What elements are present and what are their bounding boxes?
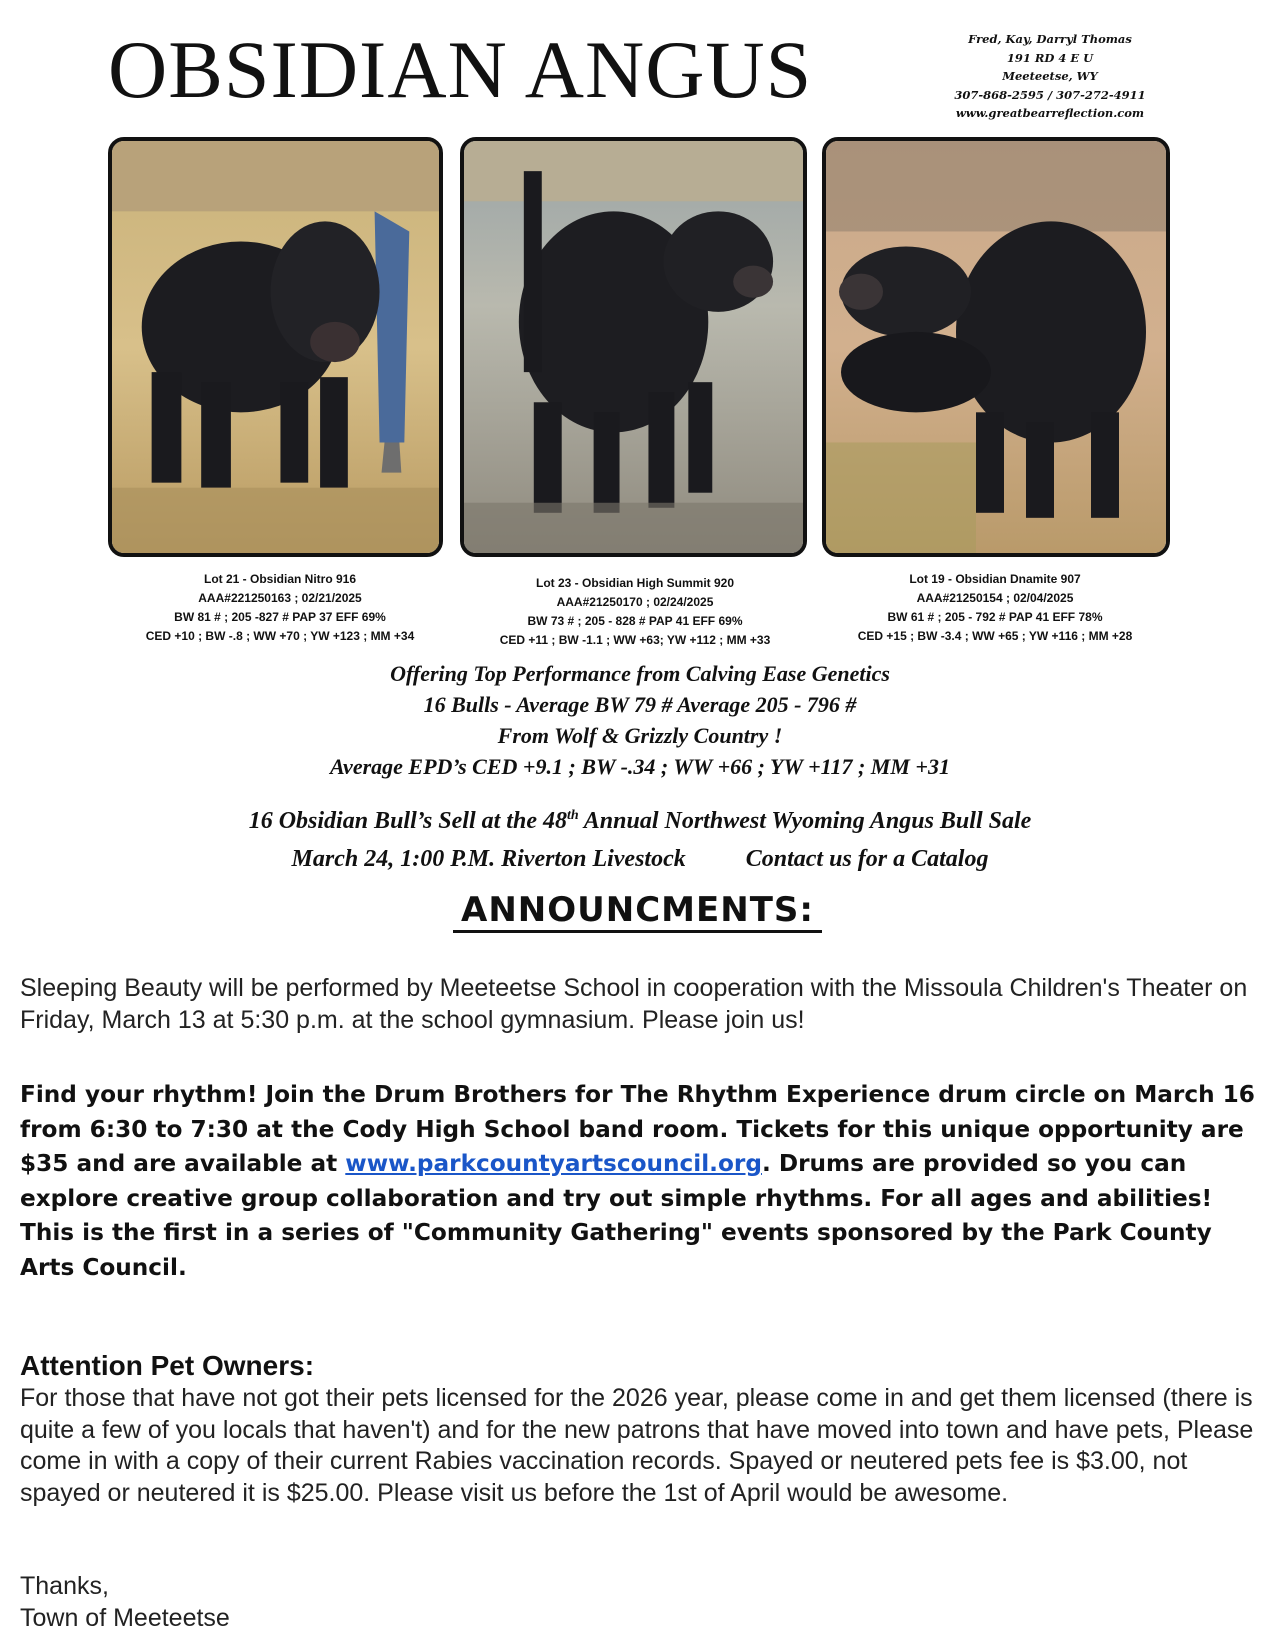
sale-ordinal-suffix: th bbox=[566, 808, 579, 823]
contact-website: www.greatbearreflection.com bbox=[955, 106, 1145, 120]
lot-epd: CED +10 ; BW -.8 ; WW +70 ; YW +123 ; MM +34 bbox=[145, 629, 415, 643]
thanks-text: Thanks, bbox=[20, 1572, 109, 1600]
sale-date-location: March 24, 1:00 P.M. Riverton Livestock bbox=[291, 846, 686, 872]
sale-line-1 bbox=[180, 797, 1100, 840]
lot-title: Lot 23 - Obsidian High Summit 920 bbox=[535, 576, 735, 590]
sale-line-2 bbox=[180, 840, 1100, 878]
pet-license-announcement: For those that have not got their pets licensed for the 2026 year, please come in and get them licensed (there is quite a few of you locals that haven't) and for the new patrons that have moved into town and have pets, Please come in with a copy of their current Rabies vaccination records. Spayed or neutered pets fee is $3.00, not spayed or neutered it is $25.00. Please visit us before the 1st of April would be awesome. bbox=[20, 1384, 1254, 1507]
contact-names: Fred, Kay, Darryl Thomas bbox=[968, 32, 1132, 46]
lot-title: Lot 19 - Obsidian Dnamite 907 bbox=[909, 572, 1081, 586]
sleeping-beauty-announcement: Sleeping Beauty will be performed by Meeteetse School in cooperation with the Missoula Children's Theater on Friday, March 13 at 5:30 p.m. at the school gymnasium. Please join us! bbox=[20, 974, 1248, 1034]
offering-line: 16 Bulls - Average BW 79 # Average 205 - 796 # bbox=[423, 692, 857, 717]
contact-city: Meeteetse, WY bbox=[1002, 69, 1098, 83]
lot-registration: AAA#221250163 ; 02/21/2025 bbox=[198, 591, 362, 605]
drum-circle-announcement bbox=[20, 1078, 1255, 1285]
offering-line: From Wolf & Grizzly Country ! bbox=[497, 723, 783, 748]
bull-photo-lot-21 bbox=[108, 137, 443, 557]
lot-caption-23 bbox=[455, 574, 815, 650]
sale-line-1-post: Annual Northwest Wyoming Angus Bull Sale bbox=[578, 808, 1032, 834]
contact-phone: 307-868-2595 / 307-272-4911 bbox=[954, 87, 1146, 102]
offering-block bbox=[180, 658, 1100, 782]
catalog-contact: Contact us for a Catalog bbox=[745, 846, 989, 872]
lot-registration: AAA#21250170 ; 02/24/2025 bbox=[556, 595, 714, 609]
lot-weights: BW 81 # ; 205 -827 # PAP 37 EFF 69% bbox=[174, 610, 386, 624]
contact-address: 191 RD 4 E U bbox=[1006, 50, 1094, 65]
pet-owners-heading: Attention Pet Owners: bbox=[20, 1350, 315, 1381]
lot-epd: CED +11 ; BW -1.1 ; WW +63; YW +112 ; MM +33 bbox=[499, 633, 771, 647]
drum-text-pre: Find your rhythm! Join the Drum Brothers for The Rhythm Experience drum circle on March 16 from 6:30 to 7:30 at the Cody High School band room. Tickets for this unique opportunity are $35 and are available at bbox=[20, 1081, 1255, 1177]
lot-caption-21 bbox=[100, 570, 460, 646]
bull-photo-lot-23 bbox=[460, 137, 807, 557]
lot-caption-19 bbox=[815, 570, 1175, 646]
brand-title: OBSIDIAN ANGUS bbox=[108, 24, 813, 115]
lot-weights: BW 73 # ; 205 - 828 # PAP 41 EFF 69% bbox=[527, 614, 743, 628]
announcements-heading: ANNOUNCMENTS: bbox=[0, 888, 1275, 932]
lot-epd: CED +15 ; BW -3.4 ; WW +65 ; YW +116 ; MM +28 bbox=[857, 629, 1133, 643]
lot-weights: BW 61 # ; 205 - 792 # PAP 41 EFF 78% bbox=[887, 610, 1103, 624]
offering-line: Offering Top Performance from Calving Ease Genetics bbox=[390, 661, 890, 686]
contact-block bbox=[935, 30, 1165, 123]
sale-block bbox=[180, 797, 1100, 878]
drum-text-post: . Drums are provided so you can explore creative group collaboration and try out simple rhythms. For all ages and abilities! This is the first in a series of "Community Gathering" events sponsored by the Park County Arts Council. bbox=[20, 1150, 1213, 1281]
bull-photo-lot-19 bbox=[822, 137, 1170, 557]
arts-council-link[interactable]: www.parkcountyartscouncil.org bbox=[345, 1150, 762, 1177]
offering-line: Average EPD’s CED +9.1 ; BW -.34 ; WW +66 ; YW +117 ; MM +31 bbox=[330, 754, 950, 779]
sale-line-1-pre: 16 Obsidian Bull’s Sell at the 48 bbox=[248, 808, 567, 834]
signoff-text: Town of Meeteetse bbox=[20, 1603, 230, 1632]
lot-registration: AAA#21250154 ; 02/04/2025 bbox=[916, 591, 1074, 605]
signoff-block bbox=[20, 1571, 230, 1634]
lot-title: Lot 21 - Obsidian Nitro 916 bbox=[203, 572, 357, 586]
